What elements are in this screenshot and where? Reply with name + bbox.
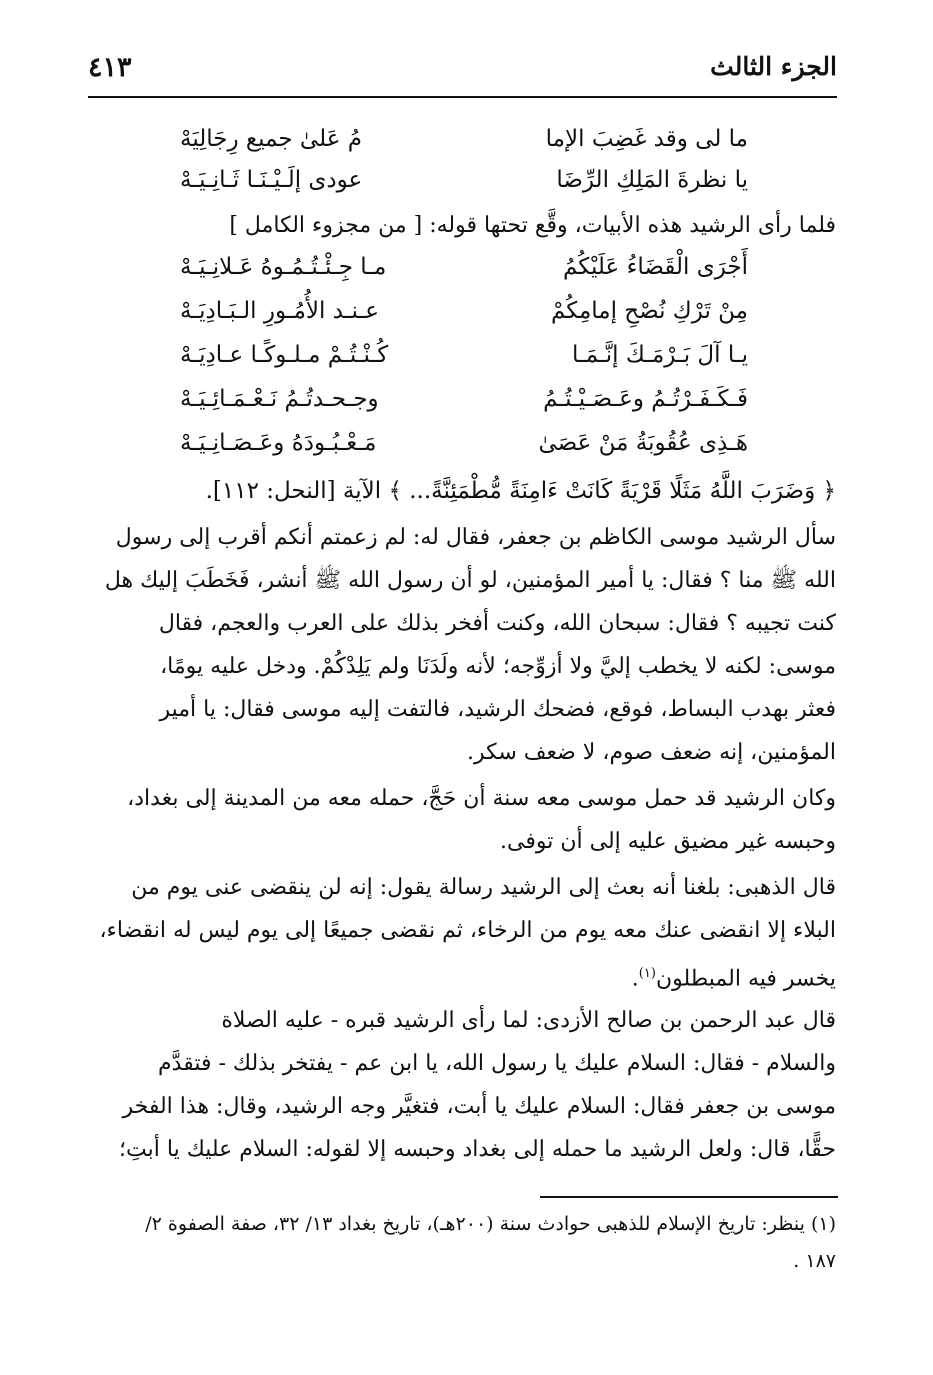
body-line: الله ﷺ منا ؟ فقال: يا أمير المؤمنين، لو أن رسول الله ﷺ أنشر، فَخَطَبَ إليك هل <box>104 568 836 593</box>
poem-verse <box>180 298 748 342</box>
verse-first-hemistich: هَـذِى عُقُوبَةُ مَنْ عَصَىٰ <box>538 430 748 456</box>
body-line: قال عبد الرحمن بن صالح الأزدى: لما رأى الرشيد قبره - عليه الصلاة <box>221 1008 836 1033</box>
verse-second-hemistich: وجـحـدتُـمُ نَـعْـمَـائِـيَـهْ <box>180 386 379 412</box>
body-line: قال الذهبى: بلغنا أنه بعث إلى الرشيد رسالة يقول: إنه لن ينقضى عنى يوم من <box>131 875 836 900</box>
body-line: موسى: لكنه لا يخطب إليَّ ولا أزوِّجه؛ لأنه ولَدَنَا ولم يَلِدْكُمْ. ودخل عليه يومًا، <box>160 654 836 679</box>
footnote-marker: (١) <box>638 966 656 981</box>
verse-first-hemistich: يا نظرةَ المَلِكِ الرِّضَا <box>556 167 748 193</box>
poem-verse <box>180 386 748 430</box>
running-title: الجزء الثالث <box>710 52 837 81</box>
body-line: وكان الرشيد قد حمل موسى معه سنة أن حَجَّ، حمله معه من المدينة إلى بغداد، <box>127 786 836 811</box>
poem-verse <box>180 430 748 474</box>
body-line: سأل الرشيد موسى الكاظم بن جعفر، فقال له: لم زعمتم أنكم أقرب إلى رسول <box>115 525 836 550</box>
verse-first-hemistich: مِنْ تَرْكِ نُصْحِ إمامِكُمْ <box>550 298 748 324</box>
verse-second-hemistich: مُ عَلىٰ جميع رِجَالِيَهْ <box>180 126 362 152</box>
body-line: البلاء إلا انقضى عنك معه يوم من الرخاء، ثم نقضى جميعًا إلى يوم ليس له انقضاء، <box>99 918 836 943</box>
page-header <box>88 52 837 92</box>
body-line: فعثر بهدب البساط، فوقع، فضحك الرشيد، فالتفت إليه موسى فقال: يا أمير <box>159 697 836 722</box>
body-line-text: يخسر فيه المبطلون <box>655 966 836 992</box>
body-line <box>97 959 836 994</box>
verse-first-hemistich: ما لى وقد غَضِبَ الإما <box>545 126 748 152</box>
verse-first-hemistich: أَجْرَى الْقَضَاءُ عَلَيْكُمُ <box>562 254 748 280</box>
poem-verse <box>180 342 748 386</box>
poem-verse <box>180 167 748 211</box>
poem-verse <box>180 254 748 298</box>
verse-second-hemistich: مـا جِـئْـتُـمُـوهُ عَـلانِـيَـهْ <box>180 254 387 280</box>
body-line: حقًّا، قال: ولعل الرشيد ما حمله إلى بغداد وحبسه إلا لقوله: السلام عليك يا أبتِ؛ <box>119 1137 836 1162</box>
page-number: ٤١٣ <box>88 52 132 83</box>
header-divider <box>88 96 837 98</box>
footnote-line: (١) ينظر: تاريخ الإسلام للذهبى حوادث سنة (٢٠٠هـ)، تاريخ بغداد ١٣/ ٣٢، صفة الصفوة ٢/ <box>145 1213 836 1235</box>
sentence-end: . <box>631 966 639 992</box>
poem-verse <box>180 126 748 170</box>
footnote-line: ١٨٧ . <box>793 1250 836 1272</box>
verse-second-hemistich: عـنـد الأُمُـورِ الـبَـادِيَـهْ <box>180 298 379 324</box>
body-line: المؤمنين، إنه ضعف صوم، لا ضعف سكر. <box>467 740 836 765</box>
quran-verse: ﴿ وَضَرَبَ اللَّهُ مَثَلًا قَرْيَةً كَانَتْ ءَامِنَةً مُّطْمَئِنَّةً... ﴾ الآية [النحل: ١١٢]. <box>205 478 836 504</box>
body-line: وحبسه غير مضيق عليه إلى أن توفى. <box>500 829 836 854</box>
verse-second-hemistich: مَـعْـبُـودَهُ وعَـصَـانِـيَـهْ <box>180 430 377 456</box>
intro-line: فلما رأى الرشيد هذه الأبيات، وقَّع تحتها قوله: [ من مجزوء الكامل ] <box>229 213 836 238</box>
verse-second-hemistich: عودى إلَـيْـنَـا ثَـانِـيَـهْ <box>180 167 363 193</box>
body-line: كنت تجيبه ؟ فقال: سبحان الله، وكنت أفخر بذلك على العرب والعجم، فقال <box>158 611 836 636</box>
body-line: موسى بن جعفر فقال: السلام عليك يا أبت، فتغيَّر وجه الرشيد، وقال: هذا الفخر <box>122 1094 836 1119</box>
verse-first-hemistich: فَـكَـفَـرْتُـمُ وعَـصَـيْـتُـمُ <box>543 386 748 412</box>
footnote-divider <box>540 1196 838 1198</box>
verse-second-hemistich: كُـنْـتُـمْ مـلـوكًـا عـادِيَـهْ <box>180 342 389 368</box>
body-line: والسلام - فقال: السلام عليك يا رسول الله، يا ابن عم - يفتخر بذلك - فتقدَّم <box>158 1051 836 1076</box>
verse-first-hemistich: يـا آلَ بَـرْمَـكَ إنَّـمَـا <box>571 342 748 368</box>
